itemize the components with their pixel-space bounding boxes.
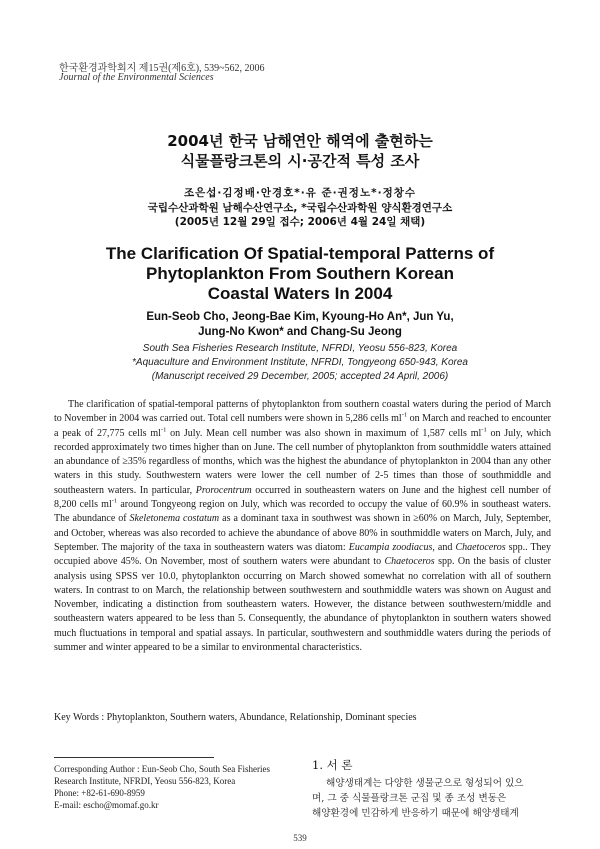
footnote-institute: Research Institute, NFRDI, Yeosu 556-823, Korea <box>54 776 236 786</box>
page-number: 539 <box>293 833 307 843</box>
abstract-superscript: -1 <box>481 426 487 434</box>
footnote-divider <box>54 757 214 758</box>
abstract <box>54 398 551 655</box>
abstract-taxon-name: Eucampia zoodiacus <box>348 541 433 553</box>
abstract-text: on March and reached to encounter a peak of 27,775 cells ml <box>54 413 551 439</box>
abstract-text: The clarification of spatial-temporal patterns of phytoplankton from southern coastal waters during the period of March to November in 2004 was carried out. Total cell numbers were shown in 5,286 cells ml <box>54 399 551 425</box>
korean-title-line1: 2004년 한국 남해연안 해역에 출현하는 <box>167 132 433 150</box>
english-title-line2: Phytoplankton From Southern Korean <box>146 264 454 283</box>
footnote-email: E-mail: escho@momaf.go.kr <box>54 800 159 810</box>
english-authors-line1: Eun-Seob Cho, Jeong-Bae Kim, Kyoung-Ho An*, Jun Yu, <box>146 311 454 323</box>
abstract-superscript: -1 <box>401 411 408 419</box>
footnote-corresponding-author: Corresponding Author : Eun-Seob Cho, South Sea Fisheries <box>54 764 270 774</box>
abstract-text: on July, which recorded approximately two times higher than on June. The cell number of phytoplankton from southmiddle waters attained an abundance of ≥35% regardless of months, which was the highest the abundance of phytoplankton in 2004 than any other waters in this study. Southwestern waters were lower the cell number of 2-5 times than those of southmiddle and southeastern waters. In particular, <box>54 427 551 496</box>
introduction-line: 해양생태계는 다양한 생물군으로 형성되어 있으 <box>326 778 524 789</box>
abstract-text: occurred in southeastern waters on June and the highest cell number of 8,200 cells ml <box>54 484 551 511</box>
abstract-taxon-name: Chaetoceros <box>384 556 435 568</box>
affiliation-line2: *Aquaculture and Environment Institute, NFRDI, Tongyeong 650-943, Korea <box>132 357 468 368</box>
abstract-text: spp. On the basis of cluster analysis using SPSS ver 10.0, phytoplankton occurring on March showed somewhat no correlation with all of southern waters. In contrast to on March, the relationship between southwestern and southmiddle waters was shown on August and November, indicating a distinction from southeastern waters. However, the distance between southwestern/middle and southeastern waters appeared to be less than 5. Consequently, the abundance of phytoplankton in southern waters showed much fluctuations in temporal and spatial assays. In particular, southwestern and southmiddle waters during the periods of summer and winter appeared to be a similar to environmental characteristics. <box>54 556 551 654</box>
affiliation-line1: South Sea Fisheries Research Institute, NFRDI, Yeosu 556-823, Korea <box>142 343 458 354</box>
footnote-phone: Phone: +82-61-690-8959 <box>54 788 145 798</box>
keywords: Key Words : Phytoplankton, Southern waters, Abundance, Relationship, Dominant species <box>54 712 417 723</box>
abstract-taxon-name: Chaetoceros <box>455 541 506 553</box>
english-title-line3: Coastal Waters In 2004 <box>207 284 393 303</box>
manuscript-dates: (Manuscript received 29 December, 2005; accepted 24 April, 2006) <box>151 371 449 382</box>
korean-title-line2: 식물플랑크톤의 시·공간적 특성 조사 <box>180 152 420 170</box>
abstract-text: spp.. They occupied above 45%. On November, most of southern waters were abundant to <box>54 541 551 568</box>
korean-dates: (2005년 12월 29일 접수; 2006년 4월 24일 채택) <box>174 216 426 228</box>
korean-affiliation: 국립수산과학원 남해수산연구소, *국립수산과학원 양식환경연구소 <box>147 202 453 214</box>
english-authors-line2: Jung-No Kwon* and Chang-Su Jeong <box>198 326 402 338</box>
abstract-superscript: -1 <box>111 497 118 505</box>
korean-authors: 조은섭·김정배·안경호*·유 준·권정노*·정창수 <box>183 187 416 199</box>
abstract-taxon-name: Prorocentrum <box>195 484 252 496</box>
abstract-text: , and <box>432 541 456 553</box>
abstract-text: as a dominant taxa in southwest was shown in ≥60% on March, July, September, and October, whereas was also recorded to achieve the abundance of above 80% in southmiddle waters on March, July, and September. The majority of the taxa in southeastern waters was diatom: <box>54 513 551 553</box>
abstract-taxon-name: Skeletonema costatum <box>129 513 220 525</box>
abstract-text: on July. Mean cell number was also shown in maximum of 1,587 cells ml <box>166 427 482 439</box>
section-heading-introduction: 1. 서 론 <box>312 758 353 772</box>
abstract-superscript: -1 <box>160 426 167 434</box>
introduction-line: 며, 그 중 식물플랑크톤 군집 및 종 조성 변동은 <box>312 793 507 804</box>
english-title-line1: The Clarification Of Spatial-temporal Patterns of <box>105 244 495 263</box>
journal-name-english: Journal of the Environmental Sciences <box>59 72 214 83</box>
journal-citation-korean: 한국환경과학회지 제15권(제6호), 539~562, 2006 <box>59 63 265 74</box>
abstract-text: around Tongyeong region on July, which was recorded to occupy the value of 60.9% in southeast waters. The abundance of <box>54 499 551 525</box>
introduction-line: 해양환경에 민감하게 반응하기 때문에 해양생태계 <box>312 808 519 819</box>
